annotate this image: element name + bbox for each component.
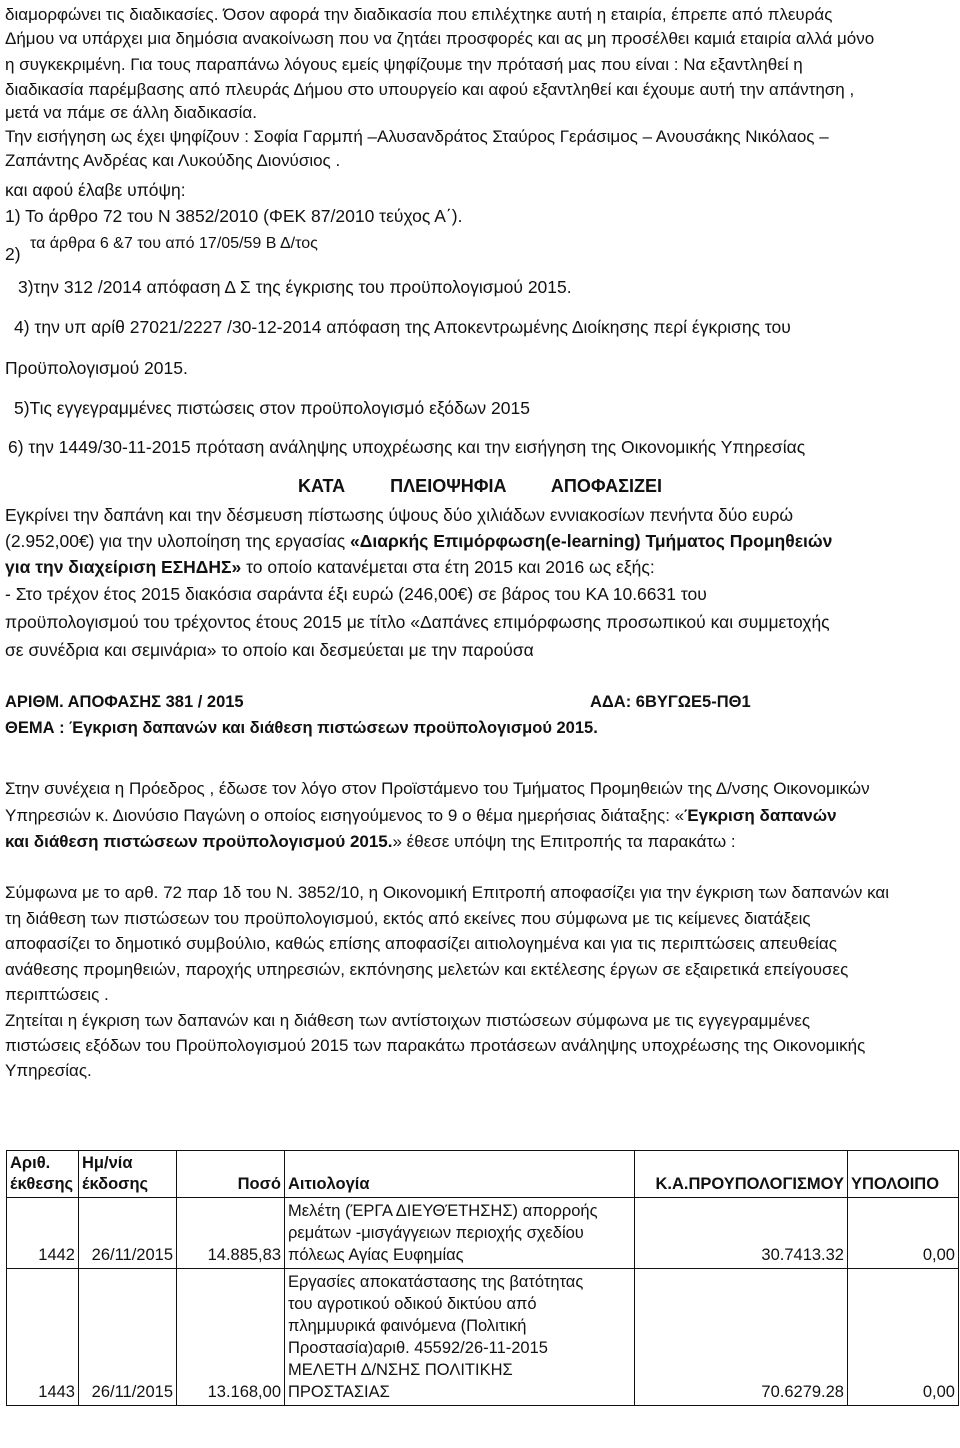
- text-line: διαδικασία παρέμβασης από πλευράς Δήμου στο υπουργείο και αφού εξαντληθεί και έχουμε αυτή την απάντηση ,: [5, 80, 855, 99]
- cell-report-number: 1442: [7, 1198, 79, 1269]
- decision-text: σε συνέδρια και σεμινάρια» το οποίο και δεσμεύεται με την παρούσα: [5, 640, 534, 660]
- consideration-item: 4) την υπ αρίθ 27021/2227 /30-12-2014 απόφαση της Αποκεντρωμένης Διοίκησης περί έγκρισης του: [14, 317, 791, 337]
- header-budget-code: Κ.Α.ΠΡΟΥΠΟΛΟΓΙΣΜΟΥ: [635, 1151, 848, 1198]
- decision-text: (2.952,00€) για την υλοποίηση της εργασίας «Διαρκής Επιμόρφωση(e-learning) Τμήματος Προμηθειών: [5, 531, 833, 551]
- cell-budget-code: 30.7413.32: [635, 1198, 848, 1269]
- consideration-item: 1) Το άρθρο 72 του Ν 3852/2010 (ΦΕΚ 87/2010 τεύχος Α΄).: [5, 206, 463, 226]
- decision-number: ΑΡΙΘΜ. ΑΠΟΦΑΣΗΣ 381 / 2015: [5, 693, 244, 711]
- text-line: μετά να πάμε σε άλλη διαδικασία.: [5, 103, 257, 122]
- intro-text: Στην συνέχεια η Πρόεδρος , έδωσε τον λόγο στον Προϊστάμενο του Τμήματος Προμηθειών της Δ/νσης Οικονομικών: [5, 779, 870, 798]
- decision-text: προϋπολογισμού του τρέχοντος έτους 2015 με τίτλο «Δαπάνες επιμόρφωσης προσωπικού και συμμετοχής: [5, 612, 830, 632]
- cell-balance: 0,00: [848, 1198, 959, 1269]
- header-reason: Αιτιολογία: [285, 1151, 635, 1198]
- text-line: Δήμου να υπάρχει μια δημόσια ανακοίνωση που να ζητάει προσφορές και ας μη προσέλθει καμιά εταιρία αλλά μόνο: [5, 29, 875, 48]
- cell-issue-date: 26/11/2015: [79, 1198, 177, 1269]
- consideration-item: 6) την 1449/30-11-2015 πρόταση ανάληψης υποχρέωσης και την εισήγηση της Οικονομικής Υπηρεσίας: [8, 437, 806, 457]
- header-report-number: Αριθ. έκθεσης: [7, 1151, 79, 1198]
- legal-text: τη διάθεση των πιστώσεων του προϋπολογισμού, εκτός από εκείνες που σύμφωνα με τις κείμενες διατάξεις: [5, 909, 811, 928]
- header-amount: Ποσό: [177, 1151, 285, 1198]
- cell-balance: 0,00: [848, 1269, 959, 1406]
- request-text: πιστώσεις εξόδων του Προϋπολογισμού 2015 των παρακάτω προτάσεων ανάληψης υποχρέωσης της Οικονομικής: [5, 1036, 866, 1055]
- consideration-item: τα άρθρα 6 &7 του από 17/05/59 Β Δ/τος: [30, 235, 318, 252]
- consideration-item: 3)την 312 /2014 απόφαση Δ Σ της έγκρισης του προϋπολογισμού 2015.: [18, 277, 572, 297]
- legal-text: ανάθεσης προμηθειών, παροχής υπηρεσιών, εκπόνησης μελετών και εκτέλεσης έργων σε εξαιρετικά επείγουσες: [5, 960, 849, 979]
- header-balance: ΥΠΟΛΟΙΠΟ: [848, 1151, 959, 1198]
- request-text: Ζητείται η έγκριση των δαπανών και η διάθεση των αντίστοιχων πιστώσεων σύμφωνα με τις εγγεγραμμένες: [5, 1011, 811, 1030]
- voters-line: Ζαπάντης Ανδρέας και Λυκούδης Διονύσιος .: [5, 151, 341, 170]
- intro-text: Υπηρεσιών κ. Διονύσιο Παγώνη ο οποίος εισηγούμενος το 9 ο θέμα ημερήσιας διάταξης: «Έγκριση δαπανών: [5, 806, 837, 825]
- ada-code: ΑΔΑ: 6ΒΥΓΩΕ5-ΠΘ1: [590, 693, 751, 711]
- cell-reason: Εργασίες αποκατάστασης της βατότητας του αγροτικού οδικού δικτύου από πλημμυρικά φαινόμενα (Πολιτική Προστασία)αριθ. 45592/26-11-2015 ΜΕΛΕΤΗ Δ/ΝΣΗΣ ΠΟΛΙΤΙΚΗΣ ΠΡΟΣΤΑΣΙΑΣ: [285, 1269, 635, 1406]
- legal-text: Σύμφωνα με το αρθ. 72 παρ 1δ του Ν. 3852/10, η Οικονομική Επιτροπή αποφασίζει για την έγκριση των δαπανών και: [5, 883, 889, 902]
- cell-report-number: 1443: [7, 1269, 79, 1406]
- request-text: Υπηρεσίας.: [5, 1061, 92, 1080]
- consideration-item-cont: Προϋπολογισμού 2015.: [5, 358, 188, 378]
- table-row: [7, 1269, 959, 1406]
- decision-text: για την διαχείριση ΕΣΗΔΗΣ» το οποίο κατανέμεται στα έτη 2015 και 2016 ως εξής:: [5, 557, 655, 577]
- decision-heading: ΚΑΤΑ ΠΛΕΙΟΨΗΦΙΑ ΑΠΟΦΑΣΙΖΕΙ: [298, 476, 662, 496]
- cell-reason: Μελέτη (ΈΡΓΑ ΔΙΕΥΘΈΤΗΣΗΣ) απορροής ρεμάτων -μισγάγγειων περιοχής σχεδίου πόλεως Αγίας Ευφημίας: [285, 1198, 635, 1269]
- text-line: η συγκεκριμένη. Για τους παραπάνω λόγους εμείς ψηφίζουμε την πρότασή μας που είναι : Να εξαντληθεί η: [5, 55, 803, 74]
- header-issue-date: Ημ/νία έκδοσης: [79, 1151, 177, 1198]
- legal-text: αποφασίζει το δημοτικό συμβούλιο, καθώς επίσης αποφασίζει αιτιολογημένα και για τις περιπτώσεις απευθείας: [5, 934, 837, 953]
- subject-line: ΘΕΜΑ : Έγκριση δαπανών και διάθεση πιστώσεων προϋπολογισμού 2015.: [5, 719, 598, 737]
- voters-line: Την εισήγηση ως έχει ψηφίζουν : Σοφία Γαρμπή –Αλυσανδράτος Σταύρος Γεράσιμος – Ανουσάκης Νικόλαος –: [5, 127, 829, 146]
- table-header-row: [7, 1151, 959, 1198]
- decision-text: Εγκρίνει την δαπάνη και την δέσμευση πίστωσης ύψους δύο χιλιάδων εννιακοσίων πενήντα δύο ευρώ: [5, 505, 794, 525]
- table-row: [7, 1198, 959, 1269]
- intro-text: και διάθεση πιστώσεων προϋπολογισμού 2015.» έθεσε υπόψη της Επιτροπής τα παρακάτω :: [5, 832, 736, 851]
- text-line: διαμορφώνει τις διαδικασίες. Όσον αφορά την διαδικασία που επιλέχτηκε αυτή η εταιρία, έπρεπε από πλευράς: [5, 5, 833, 24]
- commitments-table: [6, 1150, 959, 1406]
- legal-text: περιπτώσεις .: [5, 985, 109, 1004]
- consideration-item: 5)Τις εγγεγραμμένες πιστώσεις στον προϋπολογισμό εξόδων 2015: [14, 398, 530, 418]
- considerations-heading: και αφού έλαβε υπόψη:: [5, 180, 186, 200]
- cell-amount: 13.168,00: [177, 1269, 285, 1406]
- decision-text: - Στο τρέχον έτος 2015 διακόσια σαράντα έξι ευρώ (246,00€) σε βάρος του ΚΑ 10.6631 του: [5, 584, 707, 604]
- cell-budget-code: 70.6279.28: [635, 1269, 848, 1406]
- consideration-number: 2): [5, 244, 21, 264]
- cell-issue-date: 26/11/2015: [79, 1269, 177, 1406]
- cell-amount: 14.885,83: [177, 1198, 285, 1269]
